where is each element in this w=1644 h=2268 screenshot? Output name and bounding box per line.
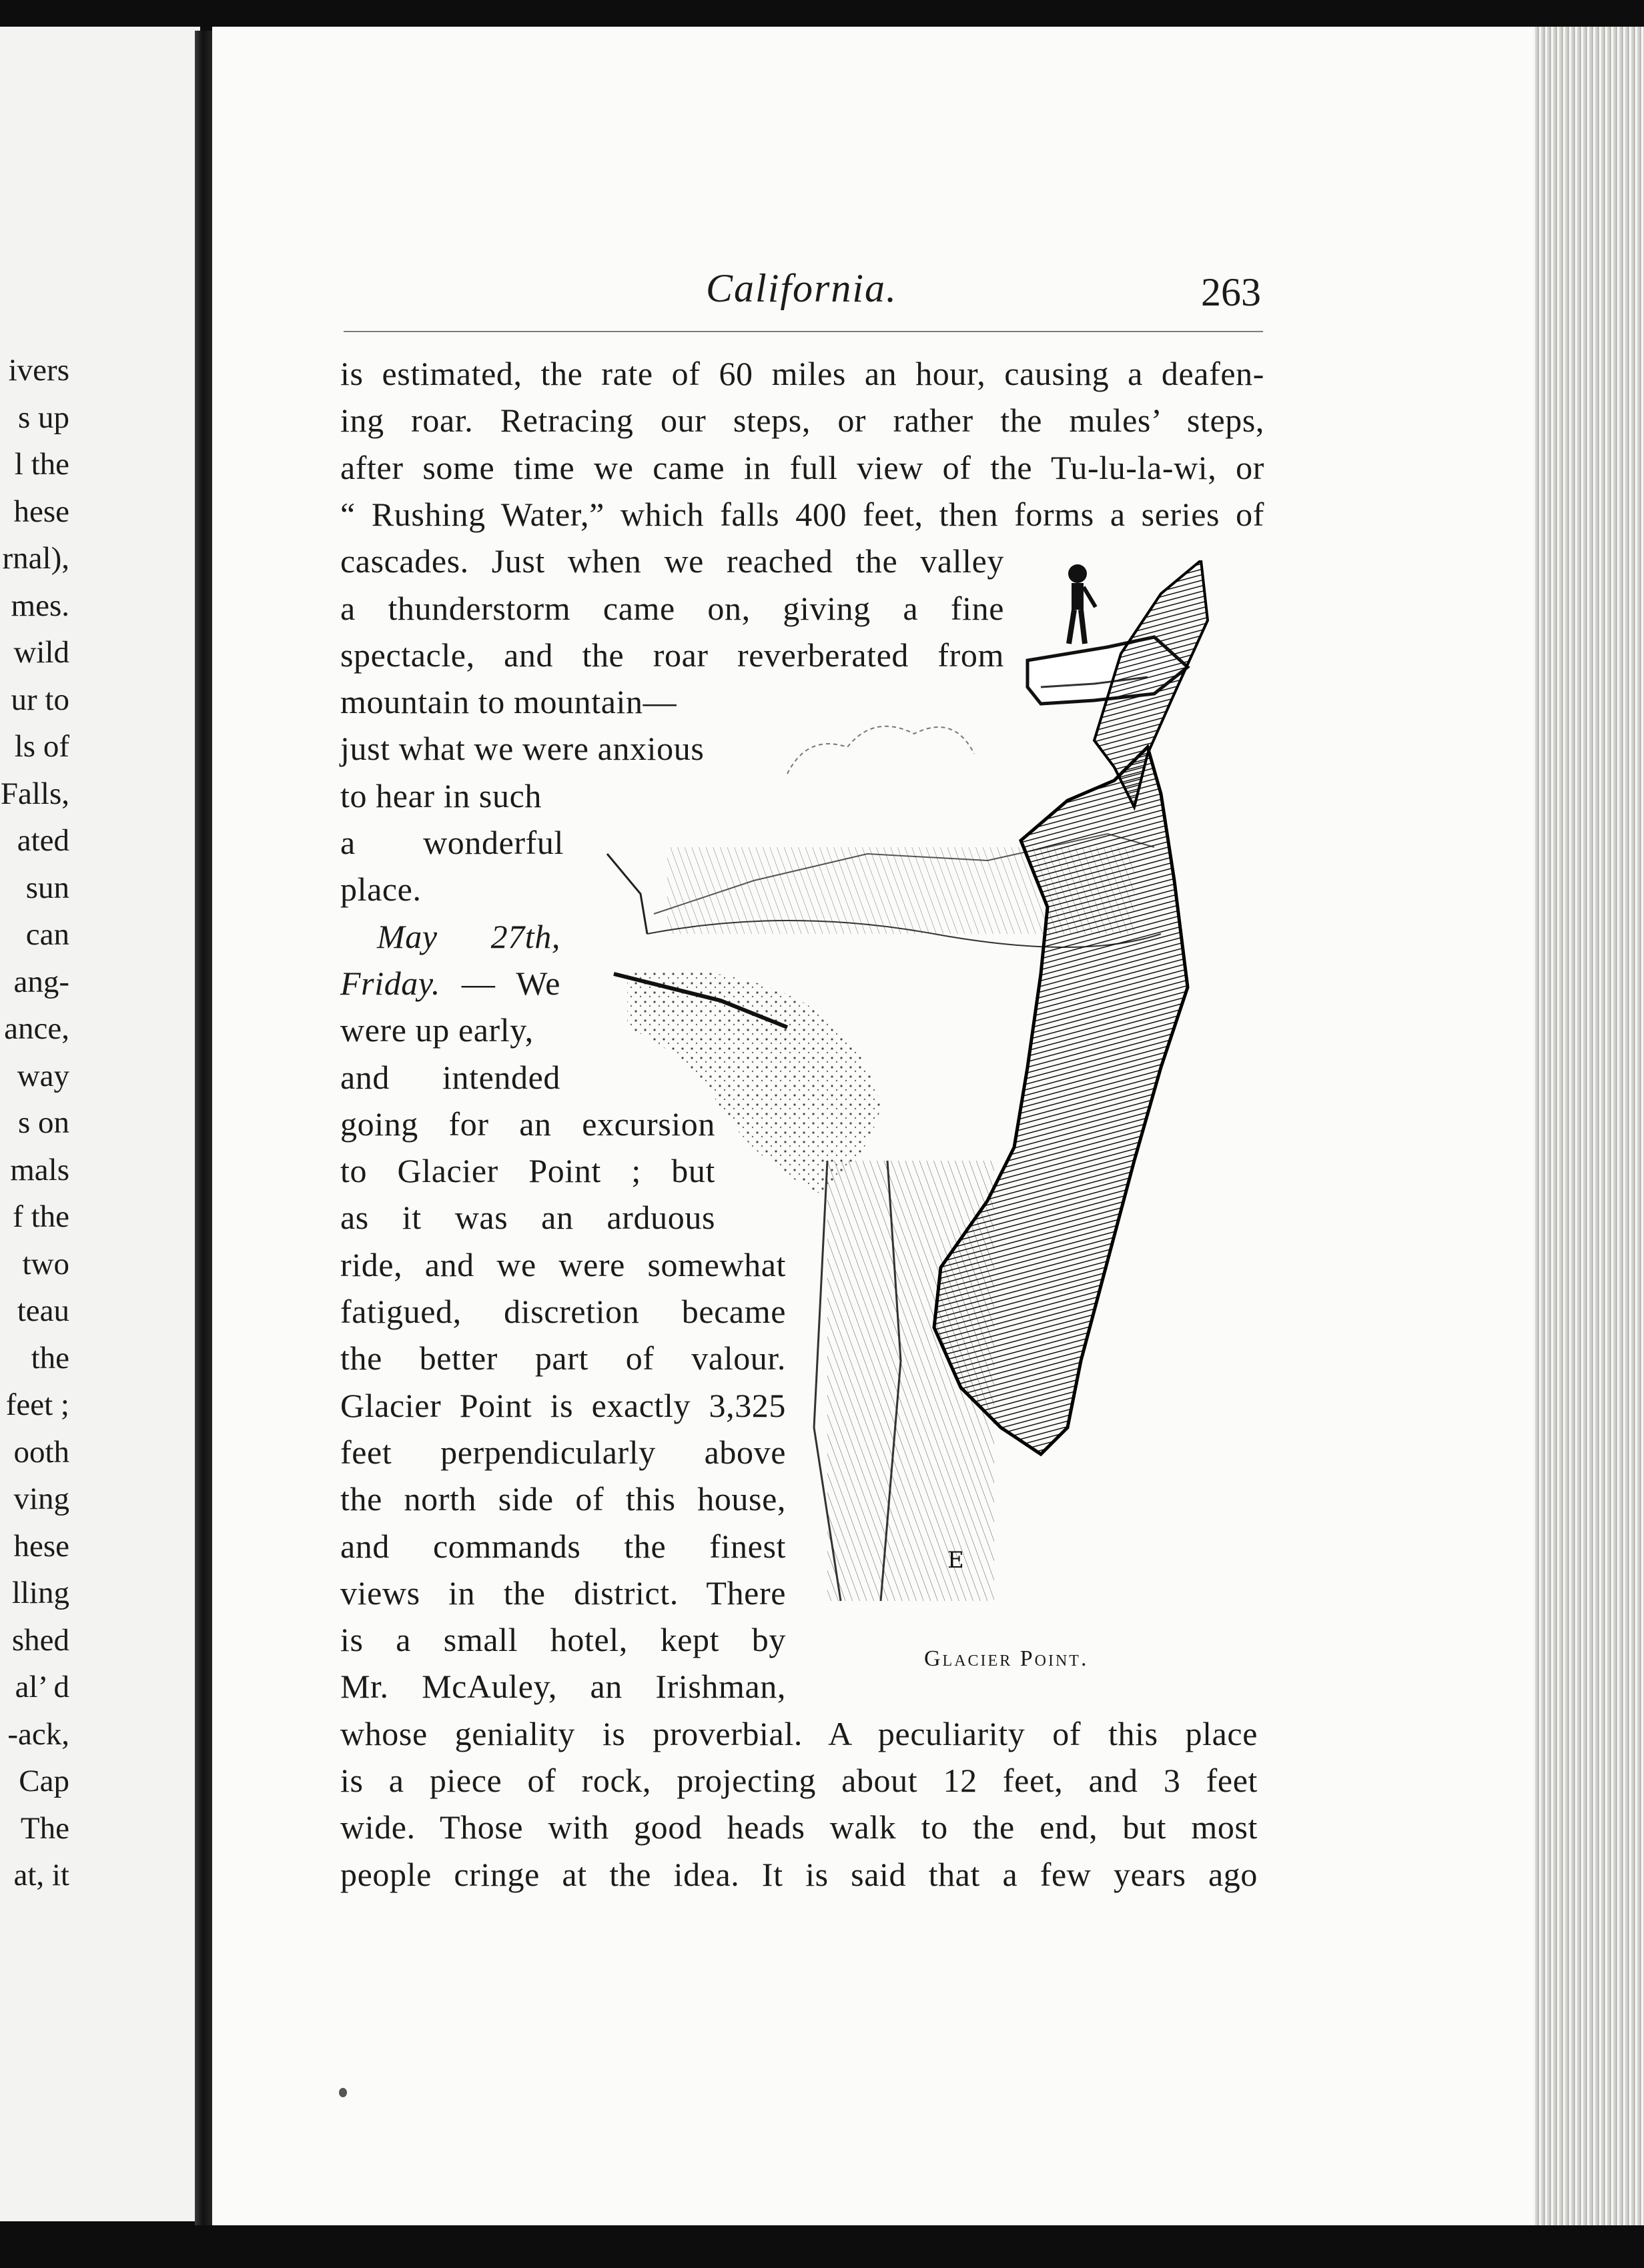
ink-speck xyxy=(339,2088,347,2097)
text-line: were up early, xyxy=(340,1011,534,1049)
text-line: “ Rushing Water,” which falls 400 feet, then forms a series of xyxy=(340,495,1264,533)
left-page-fragment: lling xyxy=(11,1576,69,1610)
left-page-fragment: sun xyxy=(25,870,69,905)
artist-monogram: E xyxy=(947,1547,964,1574)
text-line: a wonderful xyxy=(340,824,564,861)
text-line: Mr. McAuley, an Irishman, xyxy=(340,1668,786,1706)
running-head: California. xyxy=(706,266,898,310)
left-page-fragment: f the xyxy=(13,1199,69,1234)
text-line: Glacier Point is exactly 3,325 xyxy=(340,1386,786,1424)
text-line: is estimated, the rate of 60 miles an hour, causing a deafen- xyxy=(340,355,1264,392)
left-page-fragment: can xyxy=(25,917,69,952)
left-page-fragment: ooth xyxy=(13,1434,69,1470)
left-page-fragment: the xyxy=(31,1340,69,1375)
text-line: is a small hotel, kept by xyxy=(340,1621,786,1659)
left-page-fragment: Falls, xyxy=(0,776,69,811)
left-page-fragment: al’ d xyxy=(15,1670,69,1704)
text-line: Friday. — We xyxy=(340,964,560,1002)
text-line: wide. Those with good heads walk to the end, but most xyxy=(340,1808,1258,1846)
page-edges xyxy=(1533,27,1644,2225)
left-page-fragment: rnal), xyxy=(2,541,69,576)
left-page-fragment: The xyxy=(20,1810,69,1846)
text-line: ing roar. Retracing our steps, or rather the mules’ steps, xyxy=(340,402,1264,440)
left-page-fragment: s on xyxy=(17,1105,69,1140)
left-page-fragment: ls of xyxy=(14,729,69,764)
text-line: just what we were anxious xyxy=(340,730,705,768)
text-line: people cringe at the idea. It is said that a few years ago xyxy=(340,1855,1258,1893)
text-line: a thunderstorm came on, giving a fine xyxy=(340,589,1004,627)
text-line: fatigued, discretion became xyxy=(340,1293,786,1330)
facing-left-page xyxy=(0,27,200,2221)
text-line: after some time we came in full view of the Tu-lu-la-wi, or xyxy=(340,448,1264,486)
text-line: and commands the finest xyxy=(340,1527,786,1565)
text-line: and intended xyxy=(340,1058,560,1096)
text-line: mountain to mountain— xyxy=(340,683,677,721)
text-line: going for an excursion xyxy=(340,1105,715,1143)
left-page-fragment: ang- xyxy=(13,964,69,999)
text-line: feet perpendicularly above xyxy=(340,1433,786,1471)
left-page-fragment: two xyxy=(22,1246,69,1281)
text-line: whose geniality is proverbial. A peculiarity of this place xyxy=(340,1714,1258,1752)
left-page-fragment: s up xyxy=(17,400,69,435)
glacier-point-illustration xyxy=(587,560,1288,1654)
left-page-fragment: mals xyxy=(10,1152,69,1187)
text-line: views in the district. There xyxy=(340,1574,786,1612)
left-page-fragment: ur to xyxy=(11,682,69,717)
page-number: 263 xyxy=(1201,270,1261,314)
text-line: May 27th, xyxy=(377,917,560,955)
figure-caption: Glacier Point. xyxy=(924,1646,1089,1671)
text-line: to hear in such xyxy=(340,776,542,814)
left-page-fragment: feet ; xyxy=(5,1387,69,1422)
text-line: spectacle, and the roar reverberated from xyxy=(340,636,1004,674)
left-page-fragment: Cap xyxy=(19,1764,69,1798)
left-page-fragment: shed xyxy=(11,1622,69,1658)
left-page-fragment: way xyxy=(17,1058,69,1093)
text-line: to Glacier Point ; but xyxy=(340,1152,715,1190)
left-page-fragment: hese xyxy=(13,494,69,529)
text-line: cascades. Just when we reached the valley xyxy=(340,542,1004,580)
text-line: as it was an arduous xyxy=(340,1199,715,1237)
left-page-fragment: l the xyxy=(14,447,69,482)
text-line: ride, and we were somewhat xyxy=(340,1245,786,1283)
left-page-fragment: hese xyxy=(13,1528,69,1564)
text-line: is a piece of rock, projecting about 12 feet, and 3 feet xyxy=(340,1762,1258,1799)
text-line: the better part of valour. xyxy=(340,1339,786,1377)
left-page-fragment: ance, xyxy=(4,1011,69,1046)
left-page-fragment: at, it xyxy=(13,1858,69,1892)
left-page-fragment: teau xyxy=(17,1293,69,1328)
header-rule xyxy=(344,331,1263,332)
text-line: the north side of this house, xyxy=(340,1480,786,1518)
left-page-fragment: mes. xyxy=(11,588,69,623)
left-page-fragment: wild xyxy=(13,635,69,670)
left-page-fragment: ated xyxy=(17,823,69,858)
left-page-fragment: -ack, xyxy=(7,1716,69,1752)
left-page-fragment: ving xyxy=(13,1482,69,1516)
text-line: place. xyxy=(340,871,422,909)
left-page-fragment: ivers xyxy=(8,353,69,388)
